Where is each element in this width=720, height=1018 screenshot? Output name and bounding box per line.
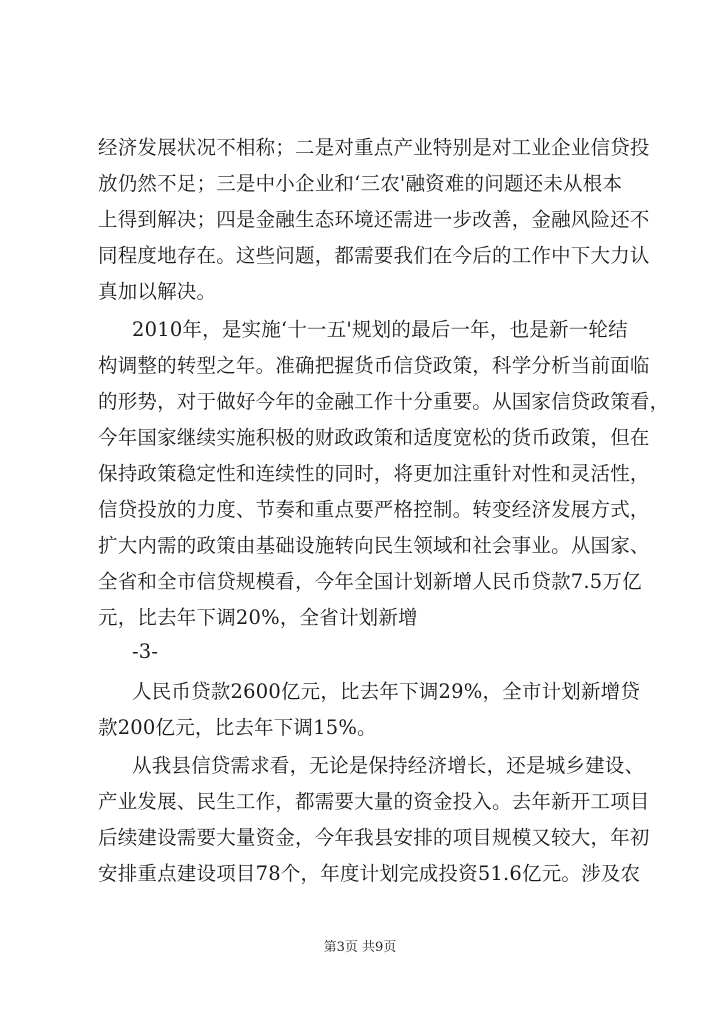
body-text-line: 放仍然不足；三是中小企业和‘三农'融资难的问题还未从根本 bbox=[98, 172, 623, 195]
paragraph-first-line: 人民币贷款2600亿元，比去年下调29%，全市计划新增贷 bbox=[132, 680, 641, 703]
page-footer: 第3页 共9页 bbox=[323, 940, 397, 955]
body-text-line: 经济发展状况不相称；二是对重点产业特别是对工业企业信贷投 bbox=[98, 136, 650, 159]
body-text-line: 安排重点建设项目78个，年度计划完成投资51.6亿元。涉及农 bbox=[98, 862, 641, 885]
paragraph-first-line: 2010年，是实施‘十一五'规划的最后一年，也是新一轮结 bbox=[132, 318, 628, 341]
body-text-line: 扩大内需的政策由基础设施转向民生领域和社会事业。从国家、 bbox=[98, 534, 650, 557]
body-text-line: 款200亿元，比去年下调15%。 bbox=[98, 716, 377, 739]
body-text-line: 真加以解决。 bbox=[98, 280, 217, 303]
body-text-line: 产业发展、民生工作，都需要大量的资金投入。去年新开工项目 bbox=[98, 790, 650, 813]
body-text-line: 今年国家继续实施积极的财政政策和适度宽松的货币政策，但在 bbox=[98, 426, 650, 449]
page-marker: -3- bbox=[132, 640, 159, 663]
body-text-line: 构调整的转型之年。准确把握货币信贷政策，科学分析当前面临 bbox=[98, 354, 650, 377]
paragraph-first-line: 从我县信贷需求看，无论是保持经济增长，还是城乡建设、 bbox=[132, 754, 645, 777]
body-text-line: 后续建设需要大量资金，今年我县安排的项目规模又较大，年初 bbox=[98, 826, 650, 849]
body-text-line: 上得到解决；四是金融生态环境还需进一步改善，金融风险还不 bbox=[98, 208, 650, 231]
body-text-line: 的形势，对于做好今年的金融工作十分重要。从国家信贷政策看， bbox=[98, 390, 670, 413]
body-text-line: 元，比去年下调20%，全省计划新增 bbox=[98, 606, 418, 629]
body-text-line: 保持政策稳定性和连续性的同时，将更加注重针对性和灵活性， bbox=[98, 462, 650, 485]
body-text-line: 同程度地存在。这些问题，都需要我们在今后的工作中下大力认 bbox=[98, 244, 650, 267]
body-text-line: 全省和全市信贷规模看，今年全国计划新增人民币贷款7.5万亿 bbox=[98, 570, 642, 593]
body-text-line: 信贷投放的力度、节奏和重点要严格控制。转变经济发展方式， bbox=[98, 498, 650, 521]
